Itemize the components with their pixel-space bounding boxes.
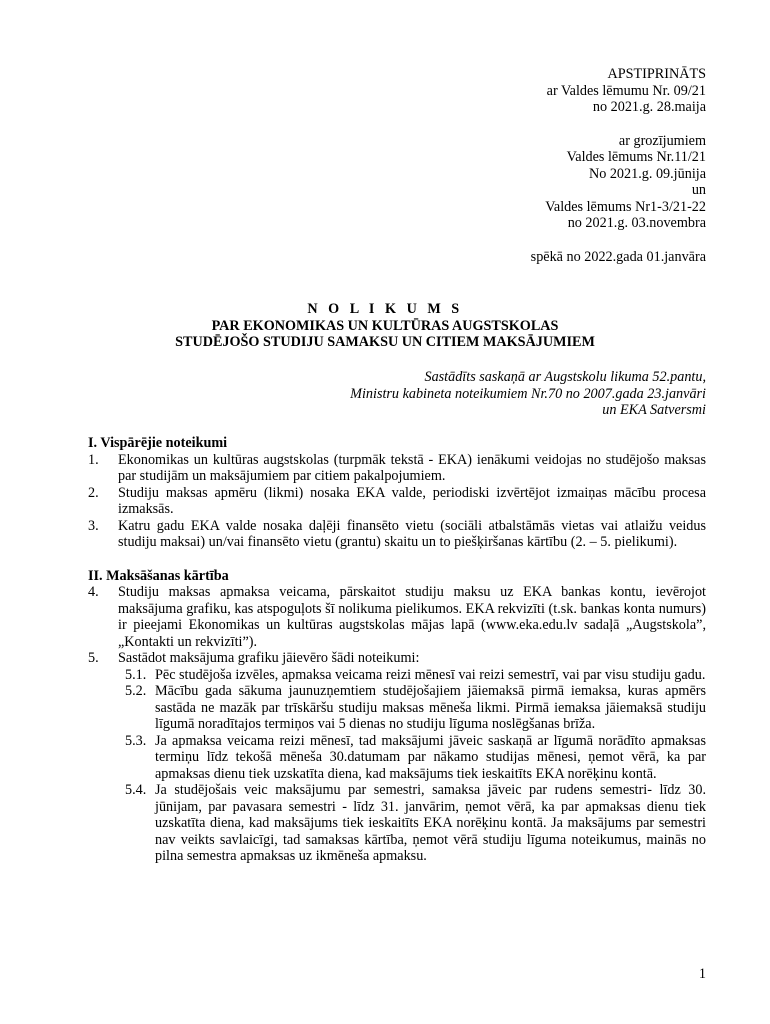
subclause-text: Ja studējošais veic maksājumu par semestri, samaksa jāveic par rudens semestri- līdz 30. jūnijam, par pavasara semestri - līdz 31. janvārim, ņemot vērā, ka par apmaksas dienu tiek uzskatīta diena, kad maksājums tiek ieskaitīts EKA norēķinu kontā. Ja maksājums par semestri nav veikts savlaicīgi, tad samaksas kārtība, ņemot vērā studiju līguma noteikumus, mainās no pilna semestra apmaksas uz ikmēneša apmaksu.	[155, 782, 706, 864]
subclause-number: 5.1.	[125, 666, 147, 683]
clause-number: 4.	[88, 584, 99, 600]
approval-line: no 2021.g. 28.maija	[592, 99, 706, 115]
effective-date: spēkā no 2022.gada 01.janvāra	[530, 248, 706, 265]
document-body	[88, 435, 706, 865]
clause-text: Studiju maksas apmēru (likmi) nosaka EKA valde, periodiski izvērtējot izmaiņas mācību procesa izmaksās.	[118, 484, 706, 517]
subclause	[125, 733, 706, 783]
clause-text: Katru gadu EKA valde nosaka daļēji finansēto vietu (sociāli atbalstāmās vietas vai atlaižu veidus studiju maksai) un/vai finansēto vietu (grantu) skaitu un to piešķiršanas kārtību (2. – 5. pielikumi).	[118, 517, 706, 550]
subclause	[125, 782, 706, 865]
subclause	[125, 667, 706, 684]
clause-number: 5.	[88, 650, 99, 666]
subclause-text: Ja apmaksa veicama reizi mēnesī, tad maksājumi jāveic saskaņā ar līgumā norādīto apmaksas termiņu līdz tekošā mēneša 30.datumam par nākamo studijas mēnesi, ņemot vērā, ka par apmaksas dienu tiek uzskatīta diena, kad maksājums tiek ieskaitīts EKA norēķinu kontā.	[155, 732, 706, 782]
document-title	[0, 301, 770, 351]
section-heading: II. Maksāšanas kārtība	[88, 567, 229, 584]
approval-line: APSTIPRINĀTS	[607, 66, 706, 82]
clause	[88, 485, 706, 518]
clause	[88, 584, 706, 650]
clause-text: Ekonomikas un kultūras augstskolas (turpmāk tekstā - EKA) ienākumi veidojas no studējošo maksas par studijām un maksājumiem par citiem pakalpojumiem.	[118, 451, 706, 484]
clause-text: Sastādot maksājuma grafiku jāievēro šādi noteikumi:	[118, 650, 420, 666]
subclause	[125, 683, 706, 733]
amendment-line: Valdes lēmums Nr1-3/21-22	[545, 198, 706, 215]
section-heading: I. Vispārējie noteikumi	[88, 435, 228, 451]
clause-number: 2.	[88, 484, 99, 501]
amendment-line: no 2021.g. 03.novembra	[567, 215, 706, 231]
clause	[88, 650, 706, 667]
title-line: N O L I K U M S	[307, 301, 463, 317]
basis-line: Sastādīts saskaņā ar Augstskolu likuma 52.pantu,	[424, 369, 706, 385]
amendment-line: un	[691, 182, 706, 198]
amendment-line: ar grozījumiem	[618, 132, 706, 149]
title-line: STUDĒJOŠO STUDIJU SAMAKSU UN CITIEM MAKSĀJUMIEM	[175, 334, 595, 350]
clause	[88, 452, 706, 485]
amendment-line: Valdes lēmums Nr.11/21	[566, 149, 706, 165]
clause	[88, 518, 706, 551]
subclause-text: Pēc studējoša izvēles, apmaksa veicama reizi mēnesī vai reizi semestrī, vai par visu studiju gadu.	[155, 666, 706, 683]
basis-line: Ministru kabineta noteikumiem Nr.70 no 2007.gada 23.janvāri	[350, 385, 706, 402]
amendment-line: No 2021.g. 09.jūnija	[588, 165, 706, 182]
subclause-number: 5.3.	[125, 732, 147, 749]
subclause-number: 5.4.	[125, 782, 147, 798]
clause-number: 3.	[88, 517, 99, 534]
legal-basis	[350, 369, 706, 419]
clause-number: 1.	[88, 451, 99, 468]
page-number: 1	[698, 966, 706, 982]
approval-block	[386, 66, 706, 265]
subclause-number: 5.2.	[125, 683, 147, 699]
approval-line: ar Valdes lēmumu Nr. 09/21	[546, 82, 706, 99]
subclause-text: Mācību gada sākuma jaunuzņemtiem studējošajiem jāiemaksā pirmā iemaksa, kuras apmērs sastāda ne mazāk par trīskāršu studiju maksas mēneša likmi. Pirmā iemaksa jāiemaksā studiju līgumā noradītajos termiņos vai 5 dienas no studiju līguma noslēgšanas brīža.	[155, 683, 706, 732]
title-line: PAR EKONOMIKAS UN KULTŪRAS AUGSTSKOLAS	[211, 317, 559, 334]
basis-line: un EKA Satversmi	[602, 402, 706, 418]
clause-text: Studiju maksas apmaksa veicama, pārskaitot studiju maksu uz EKA bankas kontu, ievērojot maksājuma grafiku, kas atspoguļots šī nolikuma pielikumos. EKA rekvizīti (t.sk. bankas konta numurs) ir pieejami Ekonomikas un kultūras augstskolas mājas lapā (www.eka.edu.lv sadaļā „Augstskola”, „Kontakti un rekvizīti”).	[118, 584, 706, 650]
